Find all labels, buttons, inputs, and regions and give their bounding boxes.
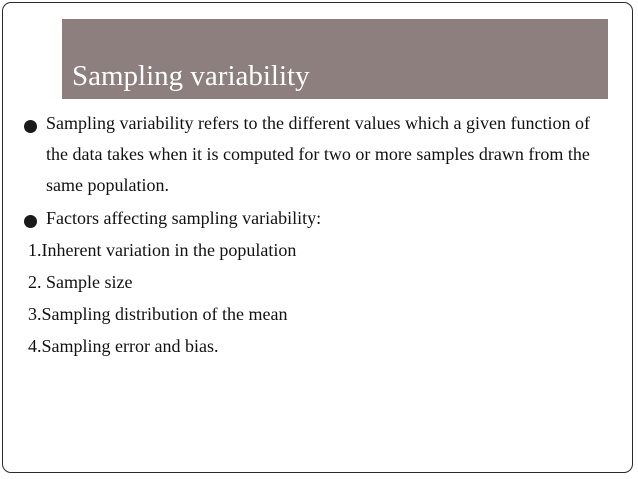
slide-content — [0, 108, 630, 362]
bullet-dot-icon — [24, 120, 37, 133]
bullet-item — [0, 203, 630, 234]
bullet-dot-icon — [24, 215, 37, 228]
numbered-item: 4.Sampling error and bias. — [28, 336, 219, 356]
bullet-text: Sampling variability refers to the different values which a given function of the data takes when it is computed for two or more samples drawn from the same population. — [46, 113, 591, 195]
title-band — [62, 19, 608, 99]
numbered-item: 2. Sample size — [28, 272, 133, 292]
slide-title: Sampling variability — [72, 60, 310, 92]
numbered-item: 1.Inherent variation in the population — [28, 240, 297, 260]
numbered-item: 3.Sampling distribution of the mean — [28, 304, 288, 324]
bullet-text: Factors affecting sampling variability: — [46, 208, 322, 228]
bullet-item — [0, 108, 630, 201]
